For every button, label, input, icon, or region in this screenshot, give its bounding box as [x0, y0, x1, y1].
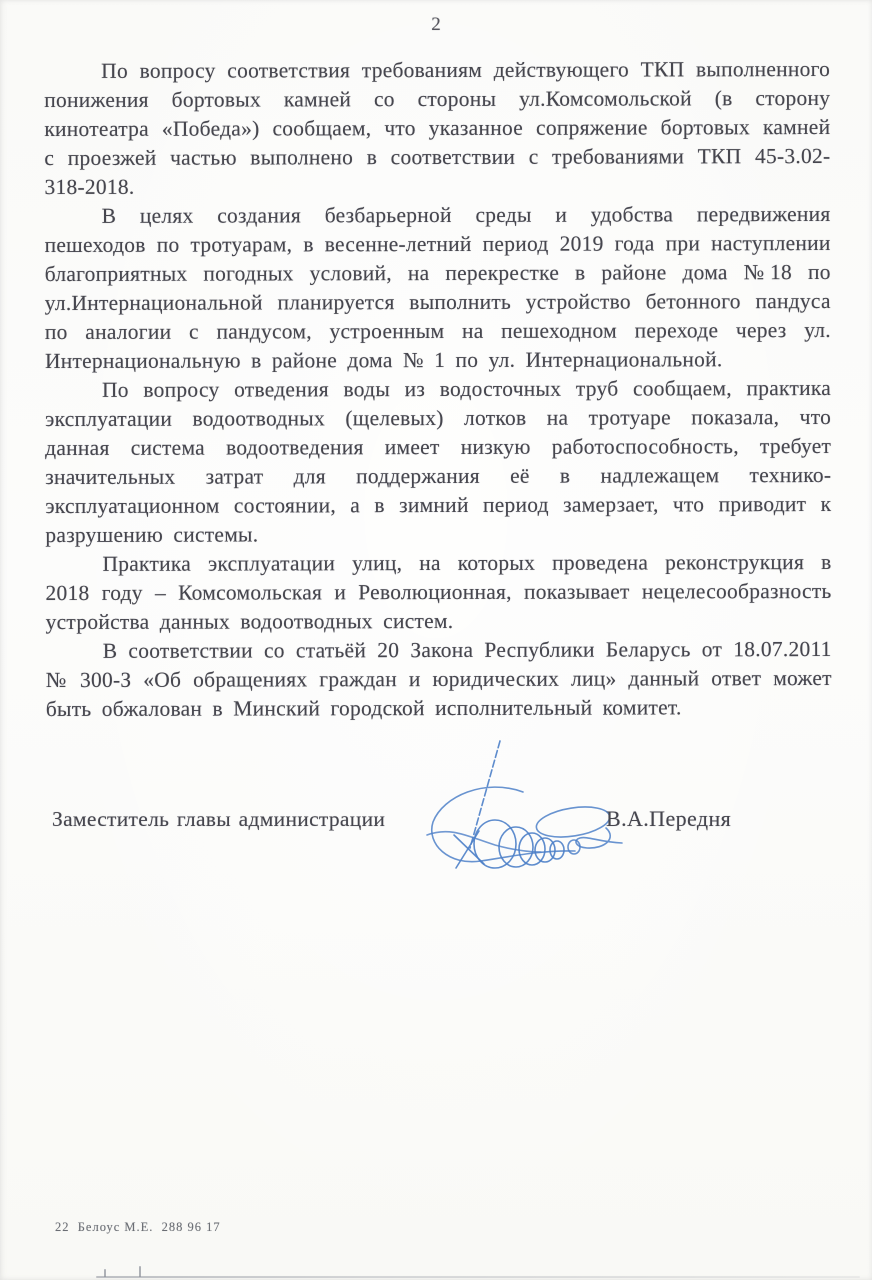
signer-name: В.А.Передня — [606, 806, 732, 831]
paragraph-appeal-rights: В соответствии со статьёй 20 Закона Республики Беларусь от 18.07.2011 № 300-З «Об обращениях граждан и юридических лиц» данный ответ может быть обжалован в Минский городской исполнительный комитет. — [45, 636, 832, 722]
paragraph-curb-stones: По вопросу соответствия требованиям действующего ТКП выполненного понижения бортовых камней со стороны ул.Комсомольской (в сторону кинотеатра «Победа») сообщаем, что указанное сопряжение бортовых камней с проезжей частью выполнено в соответствии с требованиями ТКП 45-3.02-318-2018. — [44, 56, 831, 200]
scan-artifact-tick — [139, 1266, 141, 1277]
scan-bottom-edge-artifact — [96, 1276, 860, 1278]
paragraph-ramp-plan: В целях создания безбарьерной среды и удобства передвижения пешеходов по тротуарам, в весенне-летний период 2019 года при наступлении благоприятных погодных условий, на перекрестке в районе дома №18 по ул.Интернациональной планируется выполнить устройство бетонного пандуса по аналогии с пандусом, устроенным на пешеходном переходе через ул. Интернациональную в районе дома № 1 по ул. Интернациональной. — [44, 201, 831, 374]
paragraph-reconstruction-practice: Практика эксплуатации улиц, на которых проведена реконструкция в 2018 году – Комсомольская и Революционная, показывает нецелесообразность устройства данных водоотводных систем. — [45, 549, 832, 635]
executor-footer-note: 22 Белоус М.Е. 288 96 17 — [55, 1220, 221, 1234]
scan-artifact-tick — [104, 1269, 106, 1277]
paragraph-drainage-issue: По вопросу отведения воды из водосточных труб сообщаем, практика эксплуатации водоотводных (щелевых) лотков на тротуаре показала, что данная система водоотведения имеет низкую работоспособность, требует значительных затрат для поддержания её в надлежащем технико-эксплуатационном состоянии, а в зимний период замерзает, что приводит к разрушению системы. — [45, 375, 832, 548]
signer-position-title: Заместитель главы администрации — [52, 807, 386, 831]
page-number: 2 — [431, 14, 441, 35]
letter-body — [44, 55, 832, 724]
